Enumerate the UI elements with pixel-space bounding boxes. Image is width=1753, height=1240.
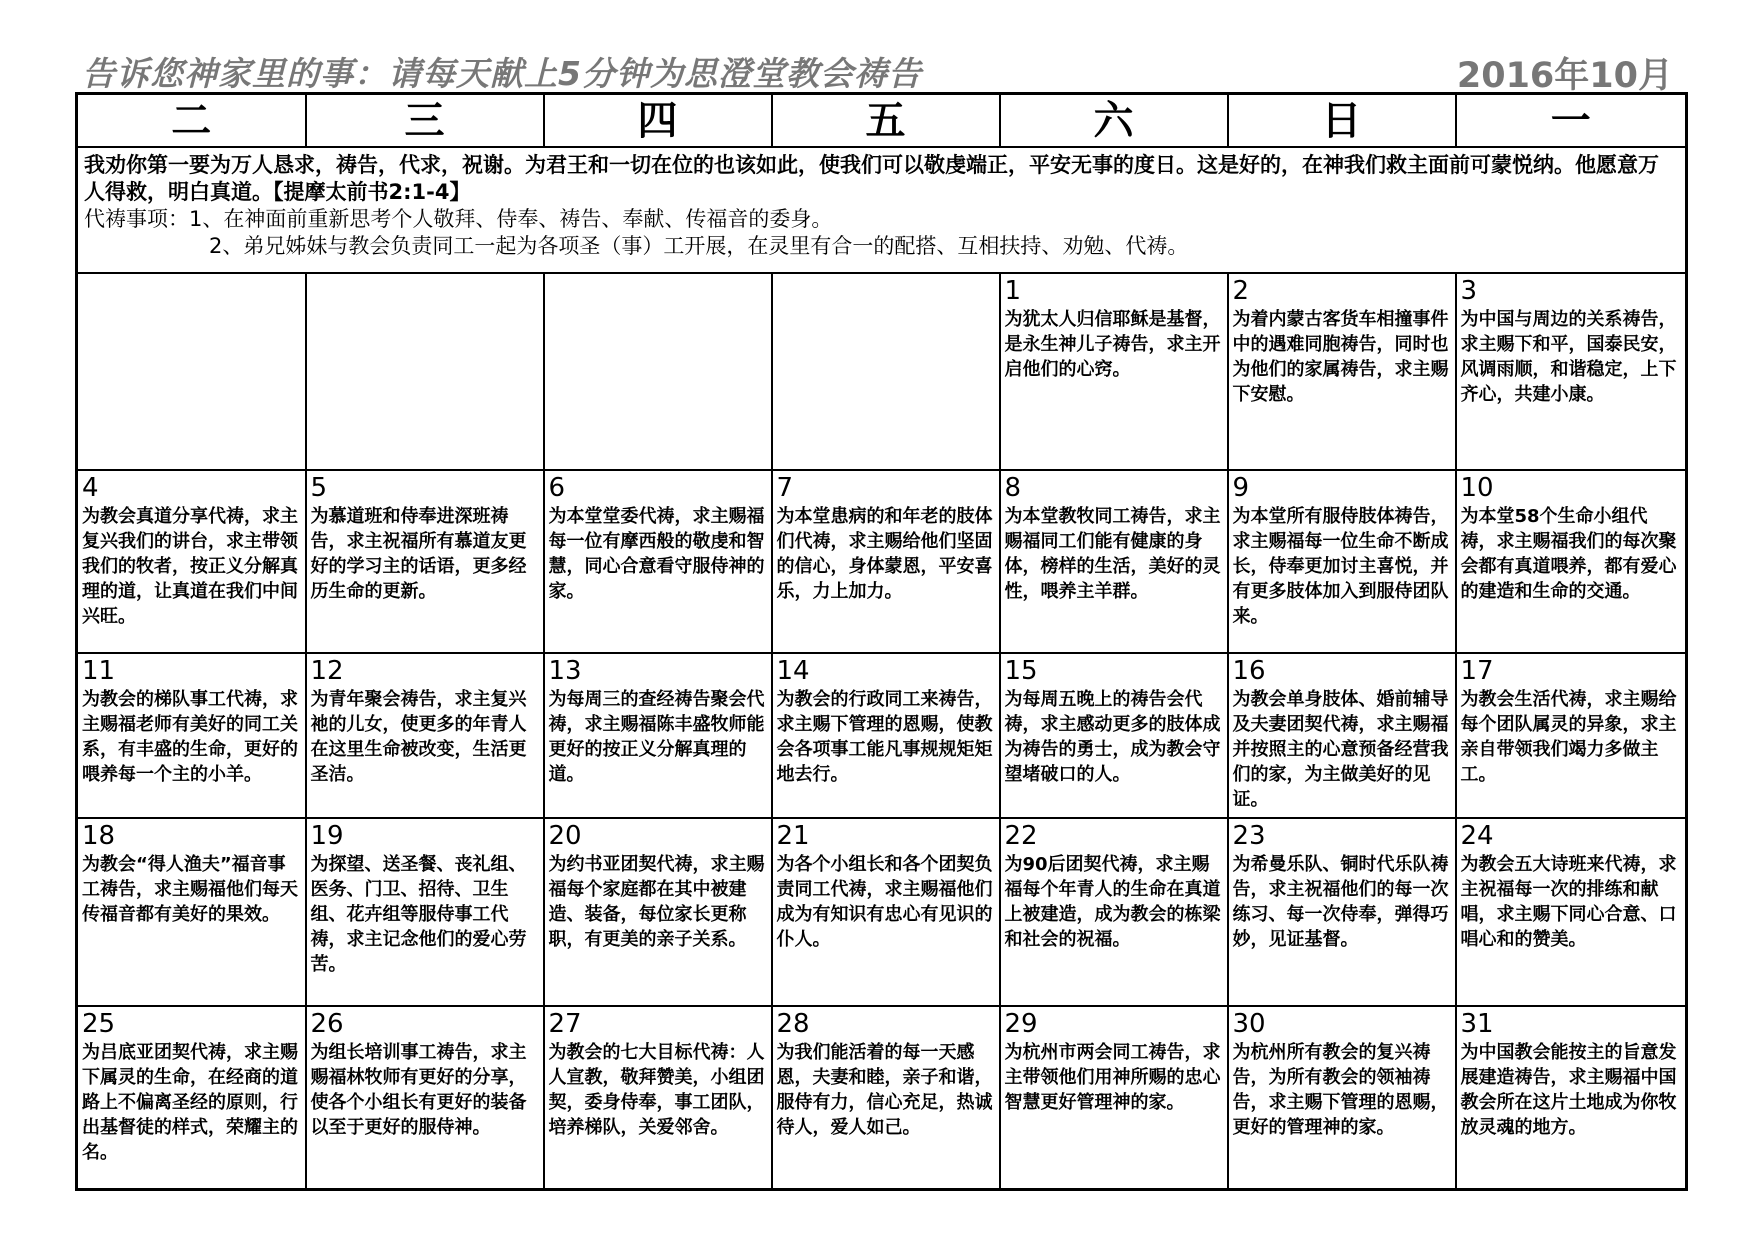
day-prayer-text: 为各个小组长和各个团契负责同工代祷，求主赐福他们成为有知识有忠心有见识的仆人。 <box>776 854 993 950</box>
day-cell <box>306 470 544 653</box>
day-number: 15 <box>1004 656 1038 686</box>
week-row <box>77 470 1687 653</box>
day-cell <box>772 1006 1000 1190</box>
day-number: 2 <box>1232 276 1250 306</box>
day-cell <box>544 1006 772 1190</box>
day-number: 26 <box>310 1009 344 1039</box>
day-number: 14 <box>776 656 810 686</box>
day-number: 11 <box>82 656 116 686</box>
day-cell <box>544 653 772 818</box>
day-cell <box>77 470 306 653</box>
day-cell <box>772 818 1000 1006</box>
day-prayer-text: 为本堂58个生命小组代祷，求主赐福我们的每次聚会都有真道喂养，都有爱心的建造和生命的交通。 <box>1460 506 1677 602</box>
day-cell <box>772 653 1000 818</box>
day-cell <box>306 1006 544 1190</box>
weekday-mon: 一 <box>1456 94 1687 148</box>
day-number: 17 <box>1460 656 1494 686</box>
day-cell <box>1456 1006 1687 1190</box>
day-prayer-text: 为青年聚会祷告，求主复兴祂的儿女，使更多的年青人在这里生命被改变，生活更圣洁。 <box>310 689 527 785</box>
day-prayer-text: 为教会的梯队事工代祷，求主赐福老师有美好的同工关系，有丰盛的生命，更好的喂养每一个主的小羊。 <box>82 689 298 785</box>
day-prayer-text: 为杭州所有教会的复兴祷告，为所有教会的领袖祷告，求主赐下管理的恩赐，更好的管理神的家。 <box>1232 1042 1449 1138</box>
day-prayer-text: 为本堂所有服侍肢体祷告，求主赐福每一位生命不断成长，侍奉更加讨主喜悦，并有更多肢体加入到服侍团队来。 <box>1232 506 1449 627</box>
day-cell <box>77 1006 306 1190</box>
day-number: 6 <box>548 473 566 503</box>
day-prayer-text: 为教会真道分享代祷，求主复兴我们的讲台，求主带领我们的牧者，按正义分解真理的道，让真道在我们中间兴旺。 <box>82 506 298 627</box>
intro-row <box>77 147 1687 273</box>
empty-day-cell <box>306 273 544 470</box>
prayer-calendar <box>75 92 1688 1191</box>
day-prayer-text: 为着内蒙古客货车相撞事件中的遇难同胞祷告，同时也为他们的家属祷告，求主赐下安慰。 <box>1232 309 1449 405</box>
page-title: 告诉您神家里的事：请每天献上5分钟为思澄堂教会祷告 <box>82 54 922 93</box>
day-cell <box>772 470 1000 653</box>
weekday-sat: 六 <box>1000 94 1228 148</box>
day-number: 9 <box>1232 473 1250 503</box>
day-prayer-text: 为我们能活着的每一天感恩，夫妻和睦，亲子和谐，服侍有力，信心充足，热诚待人，爱人如己。 <box>776 1042 993 1138</box>
day-prayer-text: 为教会“得人渔夫”福音事工祷告，求主赐福他们每天传福音都有美好的果效。 <box>82 854 298 925</box>
day-prayer-text: 为约书亚团契代祷，求主赐福每个家庭都在其中被建造、装备，每位家长更称职，有更美的亲子关系。 <box>548 854 765 950</box>
scripture-verse: 我劝你第一要为万人恳求，祷告，代求，祝谢。为君王和一切在位的也该如此，使我们可以敬虔端正，平安无事的度日。这是好的，在神我们救主面前可蒙悦纳。他愿意万人得救，明白真道。【提摩太前书2:1-4】 <box>84 153 1659 204</box>
day-cell <box>1228 1006 1456 1190</box>
day-cell <box>77 653 306 818</box>
day-cell <box>306 818 544 1006</box>
day-prayer-text: 为吕底亚团契代祷，求主赐下属灵的生命，在经商的道路上不偏离圣经的原则，行出基督徒的样式，荣耀主的名。 <box>82 1042 298 1163</box>
day-prayer-text: 为本堂堂委代祷，求主赐福每一位有摩西般的敬虔和智慧，同心合意看守服侍神的家。 <box>548 506 765 602</box>
day-cell <box>1000 273 1228 470</box>
day-cell <box>1456 653 1687 818</box>
day-number: 7 <box>776 473 794 503</box>
day-prayer-text: 为教会单身肢体、婚前辅导及夫妻团契代祷，求主赐福并按照主的心意预备经营我们的家，为主做美好的见证。 <box>1232 689 1449 810</box>
day-number: 1 <box>1004 276 1022 306</box>
empty-day-cell <box>544 273 772 470</box>
week-row <box>77 653 1687 818</box>
day-cell <box>544 818 772 1006</box>
week-row <box>77 1006 1687 1190</box>
day-prayer-text: 为慕道班和侍奉进深班祷告，求主祝福所有慕道友更好的学习主的话语，更多经历生命的更新。 <box>310 506 527 602</box>
weekday-thu: 四 <box>544 94 772 148</box>
day-number: 8 <box>1004 473 1022 503</box>
day-number: 29 <box>1004 1009 1038 1039</box>
day-number: 31 <box>1460 1009 1494 1039</box>
prayer-item-2: 2、弟兄姊妹与教会负责同工一起为各项圣（事）工开展，在灵里有合一的配搭、互相扶持、劝勉、代祷。 <box>209 234 1189 258</box>
day-number: 18 <box>82 821 116 851</box>
day-cell <box>1228 653 1456 818</box>
day-prayer-text: 为教会的七大目标代祷：人人宣教，敬拜赞美，小组团契，委身侍奉，事工团队，培养梯队，关爱邻舍。 <box>548 1042 765 1138</box>
day-cell <box>1456 818 1687 1006</box>
week-row <box>77 818 1687 1006</box>
day-number: 16 <box>1232 656 1266 686</box>
day-prayer-text: 为本堂教牧同工祷告，求主赐福同工们能有健康的身体，榜样的生活，美好的灵性，喂养主羊群。 <box>1004 506 1221 602</box>
day-prayer-text: 为教会的行政同工来祷告，求主赐下管理的恩赐，使教会各项事工能凡事规规矩矩地去行。 <box>776 689 993 785</box>
day-cell <box>306 653 544 818</box>
empty-day-cell <box>772 273 1000 470</box>
day-number: 10 <box>1460 473 1494 503</box>
day-number: 5 <box>310 473 328 503</box>
weekday-sun: 日 <box>1228 94 1456 148</box>
day-prayer-text: 为每周五晚上的祷告会代祷，求主感动更多的肢体成为祷告的勇士，成为教会守望堵破口的人。 <box>1004 689 1221 785</box>
day-cell <box>1228 818 1456 1006</box>
day-prayer-text: 为希曼乐队、铜时代乐队祷告，求主祝福他们的每一次练习、每一次侍奉，弹得巧妙，见证基督。 <box>1232 854 1449 950</box>
week-row <box>77 273 1687 470</box>
weekday-tue: 二 <box>77 94 306 148</box>
day-prayer-text: 为中国与周边的关系祷告，求主赐下和平，国泰民安，风调雨顺，和谐稳定，上下齐心，共建小康。 <box>1460 309 1677 405</box>
day-prayer-text: 为杭州市两会同工祷告，求主带领他们用神所赐的忠心智慧更好管理神的家。 <box>1004 1042 1221 1113</box>
day-number: 21 <box>776 821 810 851</box>
day-number: 19 <box>310 821 344 851</box>
day-number: 23 <box>1232 821 1266 851</box>
day-prayer-text: 为本堂患病的和年老的肢体们代祷，求主赐给他们坚固的信心，身体蒙恩，平安喜乐，力上加力。 <box>776 506 993 602</box>
day-number: 4 <box>82 473 99 503</box>
prayer-item-1: 代祷事项：1、在神面前重新思考个人敬拜、侍奉、祷告、奉献、传福音的委身。 <box>84 207 833 231</box>
day-cell <box>1000 653 1228 818</box>
weekday-header-row <box>77 94 1687 148</box>
day-prayer-text: 为犹太人归信耶稣是基督，是永生神儿子祷告，求主开启他们的心窍。 <box>1004 309 1221 380</box>
empty-day-cell <box>77 273 306 470</box>
day-cell <box>1456 470 1687 653</box>
day-number: 12 <box>310 656 344 686</box>
day-prayer-text: 为教会生活代祷，求主赐给每个团队属灵的异象，求主亲自带领我们竭力多做主工。 <box>1460 689 1677 785</box>
day-number: 30 <box>1232 1009 1266 1039</box>
day-number: 20 <box>548 821 582 851</box>
day-number: 27 <box>548 1009 582 1039</box>
weekday-fri: 五 <box>772 94 1000 148</box>
day-cell <box>544 470 772 653</box>
day-number: 13 <box>548 656 582 686</box>
weekday-wed: 三 <box>306 94 544 148</box>
day-prayer-text: 为90后团契代祷，求主赐福每个年青人的生命在真道上被建造，成为教会的栋梁和社会的祝福。 <box>1004 854 1221 950</box>
day-cell <box>1000 1006 1228 1190</box>
day-cell <box>1456 273 1687 470</box>
day-prayer-text: 为探望、送圣餐、丧礼组、医务、门卫、招待、卫生组、花卉组等服侍事工代祷，求主记念他们的爱心劳苦。 <box>310 854 527 975</box>
day-cell <box>1000 818 1228 1006</box>
day-number: 3 <box>1460 276 1478 306</box>
day-cell <box>1000 470 1228 653</box>
day-number: 22 <box>1004 821 1038 851</box>
day-prayer-text: 为组长培训事工祷告，求主赐福林牧师有更好的分享，使各个小组长有更好的装备以至于更好的服侍神。 <box>310 1042 527 1138</box>
intro-cell <box>77 147 1687 273</box>
day-number: 24 <box>1460 821 1494 851</box>
day-cell <box>1228 470 1456 653</box>
day-prayer-text: 为中国教会能按主的旨意发展建造祷告，求主赐福中国教会所在这片土地成为你牧放灵魂的地方。 <box>1460 1042 1677 1138</box>
day-prayer-text: 为教会五大诗班来代祷，求主祝福每一次的排练和献唱，求主赐下同心合意、口唱心和的赞美。 <box>1460 854 1677 950</box>
day-prayer-text: 为每周三的查经祷告聚会代祷，求主赐福陈丰盛牧师能更好的按正义分解真理的道。 <box>548 689 765 785</box>
day-cell <box>77 818 306 1006</box>
day-number: 25 <box>82 1009 116 1039</box>
day-cell <box>1228 273 1456 470</box>
day-number: 28 <box>776 1009 810 1039</box>
month-label: 2016年10月 <box>1456 56 1673 96</box>
